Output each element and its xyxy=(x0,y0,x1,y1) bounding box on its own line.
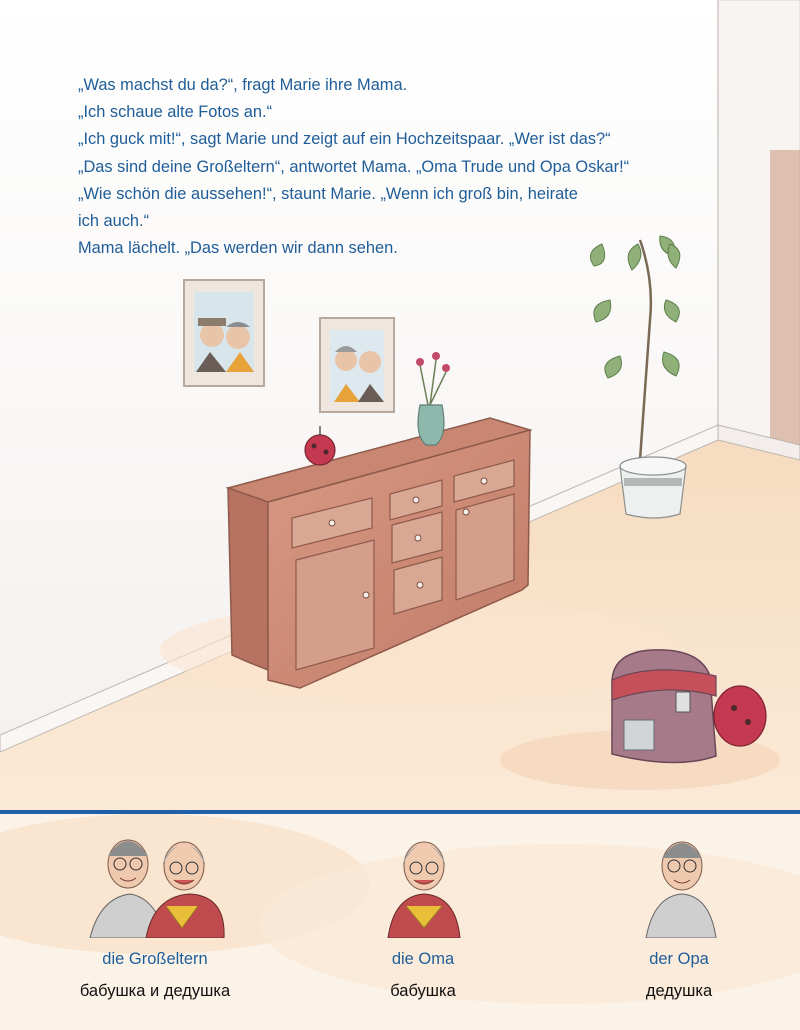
vocab-item-grandmother xyxy=(313,826,533,1000)
vocab-item-grandparents xyxy=(45,826,265,1000)
story-line: „Ich schaue alte Fotos an.“ xyxy=(78,103,273,122)
vocab-russian-grandmother: бабушка xyxy=(390,982,456,1000)
vocab-russian-grandfather: дедушка xyxy=(645,982,713,1000)
story-line: „Das sind deine Großeltern“, antwortet Mama. „Oma Trude und Opa Oskar!“ xyxy=(78,157,630,176)
vocab-item-grandfather xyxy=(569,826,789,1000)
door-frame xyxy=(770,150,800,450)
story-line: „Was machst du da?“, fragt Marie ihre Mama. xyxy=(78,76,408,94)
story-line: Mama lächelt. „Das werden wir dann sehen. xyxy=(78,239,398,258)
photo-frame-left xyxy=(184,280,264,386)
story-line: „Ich guck mit!“, sagt Marie und zeigt auf ein Hochzeitspaar. „Wer ist das?“ xyxy=(78,130,611,149)
story-line: ich auch.“ xyxy=(78,212,150,231)
vocab-german-grandparents: die Großeltern xyxy=(102,950,208,968)
grandmother-portrait-icon xyxy=(348,826,498,938)
section-divider xyxy=(0,810,800,814)
photo-frame-center xyxy=(320,318,394,412)
grandparents-portrait-icon xyxy=(80,826,230,938)
grandfather-portrait-icon xyxy=(604,826,754,938)
vocab-russian-grandparents: бабушка и дедушка xyxy=(79,982,231,1000)
vocab-german-grandfather: der Opa xyxy=(649,950,709,968)
story-line: „Wie schön die aussehen!“, staunt Marie. „Wenn ich groß bin, heirate xyxy=(78,184,578,203)
vocab-german-grandmother: die Oma xyxy=(391,950,455,968)
story-text xyxy=(78,72,718,262)
